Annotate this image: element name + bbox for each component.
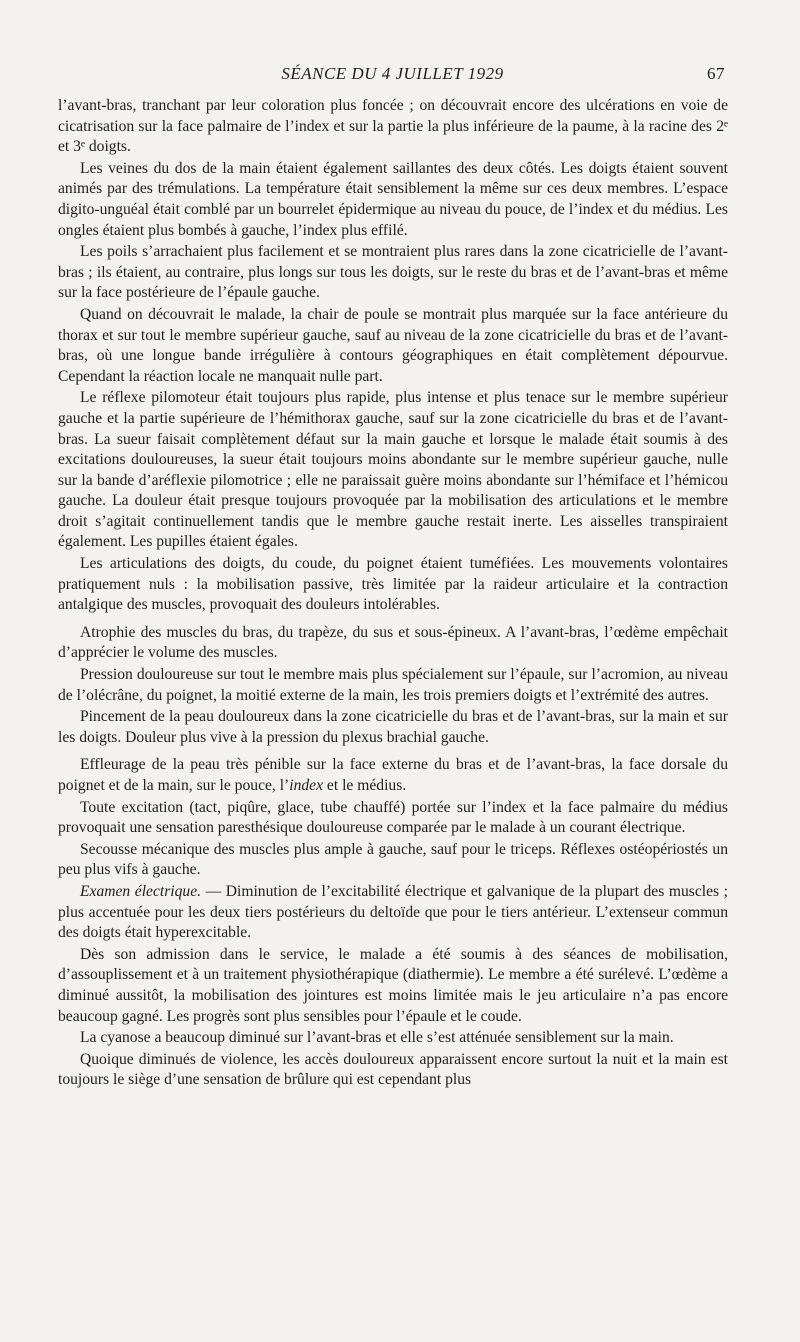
paragraph: Quand on découvrait le malade, la chair de poule se montrait plus marquée sur la face antérieure du thorax et sur tout le membre supérieur gauche, sauf au niveau de la zone cicatricielle du bras et de l’avant-bras, où une longue bande irrégulière à contours géographiques en était complètement dépourvue. Cependant la réaction locale ne manquait nulle part. [58, 305, 728, 385]
paragraph: Atrophie des muscles du bras, du trapèze, du sus et sous-épineux. A l’avant-bras, l’œdème empêchait d’apprécier le volume des muscles. [58, 623, 728, 662]
paragraph: Examen électrique. — Diminution de l’excitabilité électrique et galvanique de la plupart des muscles ; plus accentuée pour les deux tiers postérieurs du deltoïde que pour le tiers antérieur. L’extenseur commun des doigts était hyperexcitable. [58, 882, 728, 942]
paragraph: Le réflexe pilomoteur était toujours plus rapide, plus intense et plus tenace sur le membre supérieur gauche et la partie supérieure de l’hémithorax gauche, sauf sur la zone cicatricielle du bras et de l’avant-bras. La sueur faisait complètement défaut sur la main gauche et lorsque le malade était soumis à des excitations douloureuses, la sueur était toujours moins abondante sur le membre supérieur gauche, nulle sur la bande d’aréflexie pilomotrice ; elle ne paraissait guère moins abondante sur l’hémiface et l’hémicou gauche. La douleur était presque toujours provoquée par la mobilisation des articulations et le membre droit s’agitait continuellement tandis que le membre gauche restait inerte. Les aisselles transpiraient également. Les pupilles étaient égales. [58, 389, 728, 551]
paragraph: La cyanose a beaucoup diminué sur l’avant-bras et elle s’est atténuée sensiblement sur la main. [80, 1029, 674, 1047]
running-header [60, 64, 725, 88]
body-text [58, 96, 728, 1092]
section-lead: Examen électrique. [80, 882, 202, 900]
paragraph: Les poils s’arrachaient plus facilement et se montraient plus rares dans la zone cicatricielle de l’avant-bras ; ils étaient, au contraire, plus longs sur tous les doigts, sur le reste du bras et de l’avant-bras et même sur la face postérieure de l’épaule gauche. [58, 243, 728, 302]
paragraph: Toute excitation (tact, piqûre, glace, tube chauffé) portée sur l’index et la face palmaire du médius provoquait une sensation paresthésique douloureuse comparée par le malade à un courant électrique. [58, 798, 728, 837]
paragraph: Pression douloureuse sur tout le membre mais plus spécialement sur l’épaule, sur l’acromion, au niveau de l’olécrâne, du poignet, la moitié externe de la main, les trois premiers doigts et l’extrémité des autres. [58, 666, 728, 704]
paragraph: Effleurage de la peau très pénible sur la face externe du bras et de l’avant-bras, la face dorsale du poignet et de la main, sur le pouce, l’index et le médius. [58, 756, 728, 794]
paragraph: Pincement de la peau douloureux dans la zone cicatricielle du bras et de l’avant-bras, sur la main et sur les doigts. Douleur plus vive à la pression du plexus brachial gauche. [58, 708, 728, 746]
paragraph: l’avant-bras, tranchant par leur coloration plus foncée ; on découvrait encore des ulcérations en voie de cicatrisation sur la face palmaire de l’index et sur la partie la plus inférieure de la paume, à la racine des 2ᵉ et 3ᵉ doigts. [58, 97, 728, 156]
paragraph: Dès son admission dans le service, le malade a été soumis à des séances de mobilisation, d’assouplissement et à un traitement physiothérapique (diathermie). Le membre a été surélevé. L’œdème a diminué aussitôt, la mobilisation des jointures est moins limitée mais le jeu articulaire n’a pas encore beaucoup gagné. Les progrès sont plus sensibles pour l’épaule et le coude. [58, 945, 728, 1025]
paragraph: Quoique diminués de violence, les accès douloureux apparaissent encore surtout la nuit et la main est toujours le siège d’une sensation de brûlure qui est cependant plus [58, 1050, 728, 1089]
page-number: 67 [707, 64, 725, 83]
paragraph: Les articulations des doigts, du coude, du poignet étaient tuméfiées. Les mouvements volontaires pratiquement nuls : la mobilisation passive, très limitée par la raideur articulaire et la contraction antalgique des muscles, provoquait des douleurs intolérables. [58, 555, 728, 614]
italic-term: index [289, 777, 324, 794]
paragraph: Secousse mécanique des muscles plus ample à gauche, sauf pour le triceps. Réflexes ostéopériostés un peu plus vifs à gauche. [58, 840, 728, 879]
paragraph: Les veines du dos de la main étaient également saillantes des deux côtés. Les doigts étaient souvent animés par des trémulations. La température était sensiblement la même sur ces deux membres. L’espace digito-unguéal était comblé par un bourrelet épidermique au niveau du pouce, de l’index et du médius. Les ongles étaient plus bombés à gauche, l’index plus effilé. [58, 159, 728, 239]
running-title: SÉANCE DU 4 JUILLET 1929 [281, 64, 504, 83]
